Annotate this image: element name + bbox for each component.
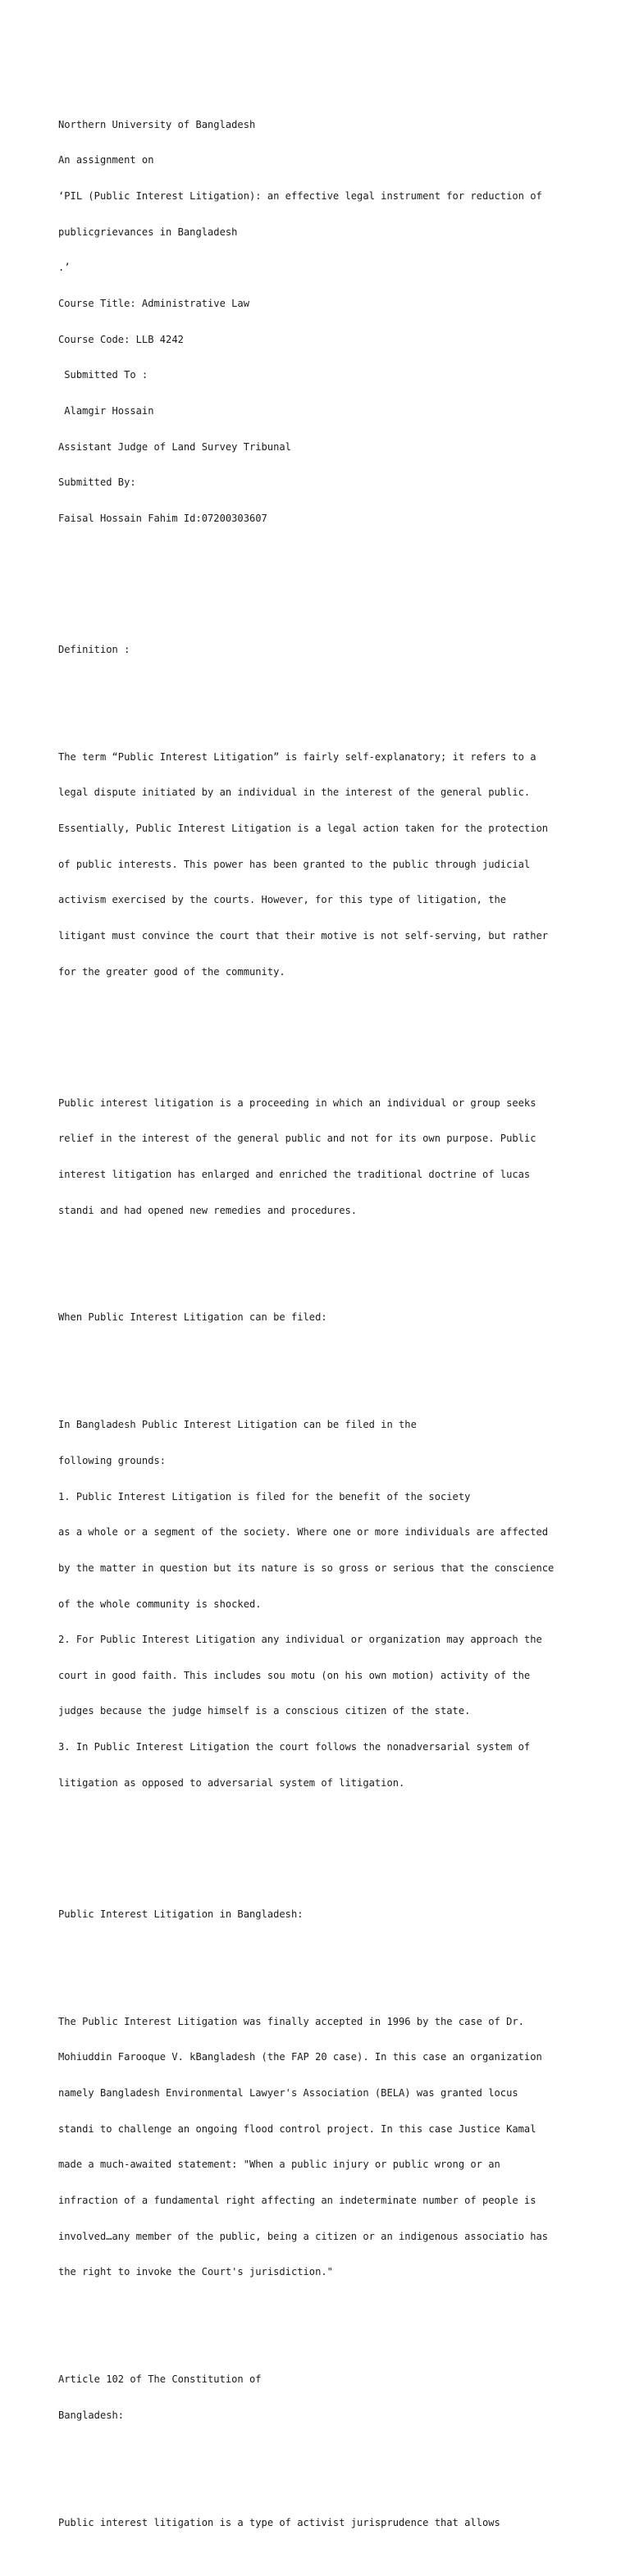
assignment-title-line: ‘PIL (Public Interest Litigation): an effective legal instrument for reduction of — [58, 190, 542, 203]
assignment-label: An assignment on — [58, 154, 154, 166]
submitted-to-name: Alamgir Hossain — [58, 404, 154, 417]
assignment-title-line: .’ — [58, 262, 71, 274]
paragraph-line: litigant must convince the court that their motive is not self-serving, but rather — [58, 929, 549, 941]
submitted-by-name: Faisal Hossain Fahim Id:07200303607 — [58, 512, 267, 524]
course-title: Course Title: Administrative Law — [58, 297, 249, 309]
paragraph-line: of public interests. This power has been granted to the public through judicial — [58, 858, 531, 870]
document-page — [58, 59, 600, 2576]
paragraph-line: court in good faith. This includes sou motu (on his own motion) activity of the — [58, 1669, 531, 1681]
paragraph-line: following grounds: — [58, 1454, 167, 1466]
paragraph-line: interest litigation has enlarged and enriched the traditional doctrine of lucas — [58, 1168, 531, 1180]
course-code: Course Code: LLB 4242 — [58, 333, 184, 345]
paragraph-line: for the greater good of the community. — [58, 965, 285, 978]
paragraph-line: made a much-awaited statement: "When a public injury or public wrong or an — [58, 2159, 500, 2171]
paragraph-line: legal dispute initiated by an individual in the interest of the general public. — [58, 786, 531, 799]
paragraph-line: standi and had opened new remedies and procedures. — [58, 1204, 358, 1216]
section-heading-definition: Definition : — [58, 643, 130, 655]
paragraph-line: The Public Interest Litigation was finally accepted in 1996 by the case of Dr. — [58, 2015, 524, 2027]
paragraph-line: litigation as opposed to adversarial system of litigation. — [58, 1776, 405, 1789]
university-name: Northern University of Bangladesh — [58, 118, 256, 130]
paragraph-line: Mohiuddin Farooque V. kBangladesh (the FAP 20 case). In this case an organization — [58, 2051, 542, 2063]
paragraph-line: infraction of a fundamental right affecting an indeterminate number of people is — [58, 2194, 536, 2206]
list-item: 3. In Public Interest Litigation the court follows the nonadversarial system of — [58, 1741, 531, 1753]
definition-paragraph — [58, 727, 600, 1002]
paragraph-line: the right to invoke the Court's jurisdiction." — [58, 2266, 333, 2278]
paragraph-line: activism exercised by the courts. However, for this type of litigation, the — [58, 894, 507, 906]
list-item: 1. Public Interest Litigation is filed for the benefit of the society — [58, 1490, 471, 1502]
paragraph-line: relief in the interest of the general public and not for its own purpose. Public — [58, 1133, 536, 1145]
paragraph-line: as a whole or a segment of the society. Where one or more individuals are affected — [58, 1526, 549, 1539]
article-102-paragraph — [58, 2493, 600, 2553]
submitted-to-label: Submitted To : — [58, 369, 148, 381]
paragraph-line: Public interest litigation is a type of activist jurisprudence that allows — [58, 2516, 500, 2528]
paragraph-line: by the matter in question but its nature is so gross or serious that the conscience — [58, 1562, 555, 1574]
section-heading-pil-bangladesh: Public Interest Litigation in Bangladesh: — [58, 1908, 304, 1920]
paragraph-line: of the whole community is shocked. — [58, 1598, 262, 1610]
when-filed-list — [58, 1395, 600, 1812]
paragraph-line: Essentially, Public Interest Litigation is a legal action taken for the protection — [58, 823, 549, 834]
paragraph-line: standi to challenge an ongoing flood control project. In this case Justice Kamal — [58, 2122, 536, 2135]
section-heading-when-filed: When Public Interest Litigation can be filed: — [58, 1311, 327, 1324]
submitted-to-role: Assistant Judge of Land Survey Tribunal — [58, 440, 291, 453]
paragraph-line: namely Bangladesh Environmental Lawyer's Association (BELA) was granted locus — [58, 2086, 518, 2099]
paragraph-line: The term “Public Interest Litigation” is fairly self-explanatory; it refers to a — [58, 750, 536, 763]
title-block — [58, 95, 600, 549]
pil-bangladesh-paragraph — [58, 1992, 600, 2302]
paragraph-line: Public interest litigation is a proceeding in which an individual or group seeks — [58, 1097, 536, 1109]
definition-paragraph — [58, 1073, 600, 1240]
assignment-title-line: publicgrievances in Bangladesh — [58, 226, 238, 238]
paragraph-line: involved…any member of the public, being a citizen or an indigenous associatio has — [58, 2230, 549, 2242]
submitted-by-label: Submitted By: — [58, 476, 136, 489]
section-heading-article-102: Article 102 of The Constitution of — [58, 2373, 262, 2386]
paragraph-line: judges because the judge himself is a conscious citizen of the state. — [58, 1705, 471, 1717]
list-item: 2. For Public Interest Litigation any individual or organization may approach the — [58, 1634, 542, 1646]
paragraph-line: In Bangladesh Public Interest Litigation can be filed in the — [58, 1419, 417, 1431]
section-heading-article-102: Bangladesh: — [58, 2409, 125, 2421]
